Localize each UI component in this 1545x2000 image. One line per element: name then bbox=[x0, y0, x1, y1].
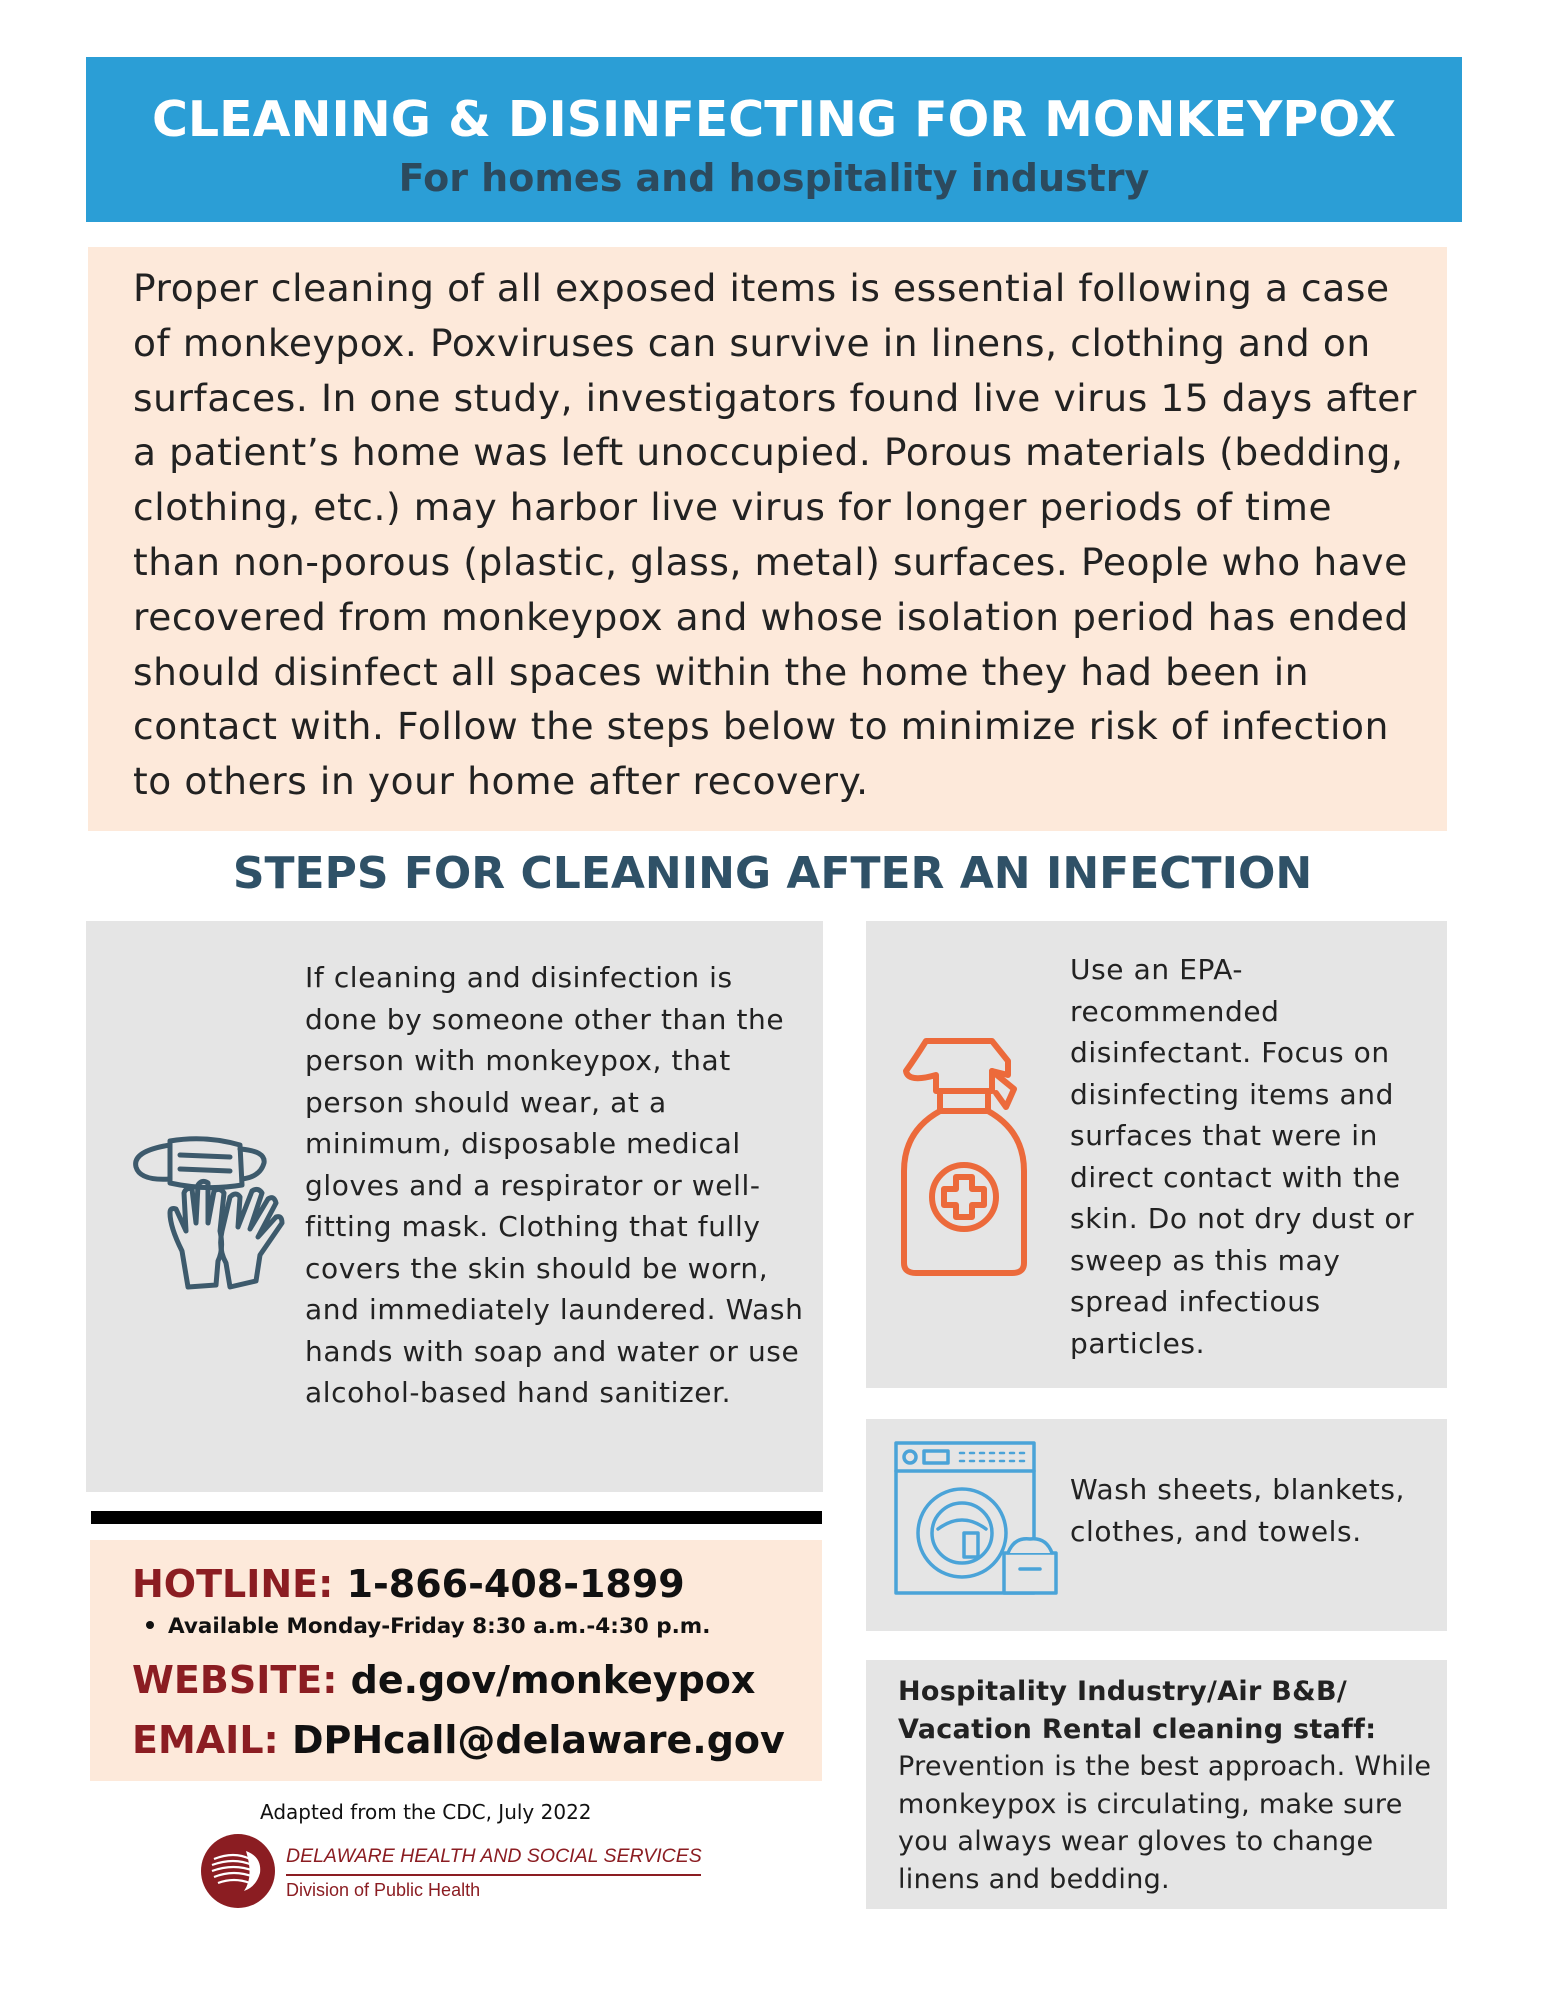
hotline-row bbox=[132, 1562, 685, 1606]
email-link[interactable]: DPHcall@delaware.gov bbox=[291, 1718, 785, 1762]
header-banner bbox=[86, 57, 1462, 222]
steps-heading: STEPS FOR CLEANING AFTER AN INFECTION bbox=[232, 848, 1313, 899]
mask-and-gloves-icon bbox=[130, 1131, 300, 1301]
dhss-seal-icon bbox=[200, 1833, 276, 1909]
website-label: WEBSITE: bbox=[132, 1658, 338, 1702]
hospitality-text: Prevention is the best approach. While monkeypox is circulating, make sure you always wear gloves to change linens and bedding. bbox=[898, 1751, 1432, 1895]
email-label: EMAIL: bbox=[132, 1718, 279, 1762]
website-link[interactable]: de.gov/monkeypox bbox=[350, 1658, 756, 1702]
hotline-number[interactable]: 1-866-408-1899 bbox=[346, 1562, 685, 1606]
disinfect-text: Use an EPA-recommended disinfectant. Focus on disinfecting items and surfaces that were in direct contact with the skin. Do not dry dust or sweep as this may spread infectious particles. bbox=[1070, 953, 1415, 1360]
intro-box bbox=[88, 247, 1447, 831]
intro-text: Proper cleaning of all exposed items is essential following a case of monkeypox. Poxviruses can survive in linens, clothing and on surfaces. In one study, investigators found live virus 15 days after a patient’s home was left unoccupied. Porous materials (bedding, clothing, etc.) may harbor live virus for longer periods of time than non-porous (plastic, glass, metal) surfaces. People who have recovered from monkeypox and whose isolation period has ended should disinfect all spaces within the home they had been in contact with. Follow the steps below to minimize risk of infection to others in your home after recovery. bbox=[133, 266, 1417, 804]
ppe-card bbox=[86, 921, 823, 1492]
wash-card bbox=[866, 1419, 1447, 1631]
hotline-label: HOTLINE: bbox=[132, 1562, 334, 1606]
washing-machine-icon bbox=[894, 1441, 1074, 1599]
page-subtitle: For homes and hospitality industry bbox=[398, 156, 1150, 200]
wash-text: Wash sheets, blankets, clothes, and towels. bbox=[1070, 1473, 1406, 1548]
contact-box bbox=[90, 1540, 822, 1781]
bullet-icon bbox=[146, 1621, 154, 1629]
email-row bbox=[132, 1718, 785, 1762]
website-row bbox=[132, 1658, 755, 1702]
division-name: Division of Public Health bbox=[286, 1880, 481, 1900]
source-note: Adapted from the CDC, July 2022 bbox=[260, 1800, 592, 1824]
hours-row bbox=[146, 1614, 710, 1639]
ppe-text: If cleaning and disinfection is done by someone other than the person with monkeypox, that person should wear, at a minimum, disposable medical gloves and a respirator or well-fitting mask. Clothing that fully covers the skin should be worn, and immediately laundered. Wash hands with soap and water or use alcohol-based hand sanitizer. bbox=[305, 961, 804, 1409]
hospitality-text-block bbox=[898, 1673, 1438, 1898]
dhss-logo bbox=[200, 1833, 710, 1913]
spray-bottle-icon bbox=[896, 1031, 1036, 1283]
divider bbox=[91, 1511, 822, 1524]
hospitality-title: Hospitality Industry/Air B&B/ Vacation Rental cleaning staff: bbox=[898, 1676, 1377, 1745]
org-name: DELAWARE HEALTH AND SOCIAL SERVICES bbox=[286, 1845, 702, 1867]
logo-rule bbox=[286, 1874, 701, 1876]
hospitality-card bbox=[866, 1660, 1447, 1909]
page-title: CLEANING & DISINFECTING FOR MONKEYPOX bbox=[151, 91, 1397, 148]
hotline-hours: Available Monday-Friday 8:30 a.m.-4:30 p.m. bbox=[168, 1614, 711, 1639]
disinfect-card bbox=[866, 921, 1447, 1388]
